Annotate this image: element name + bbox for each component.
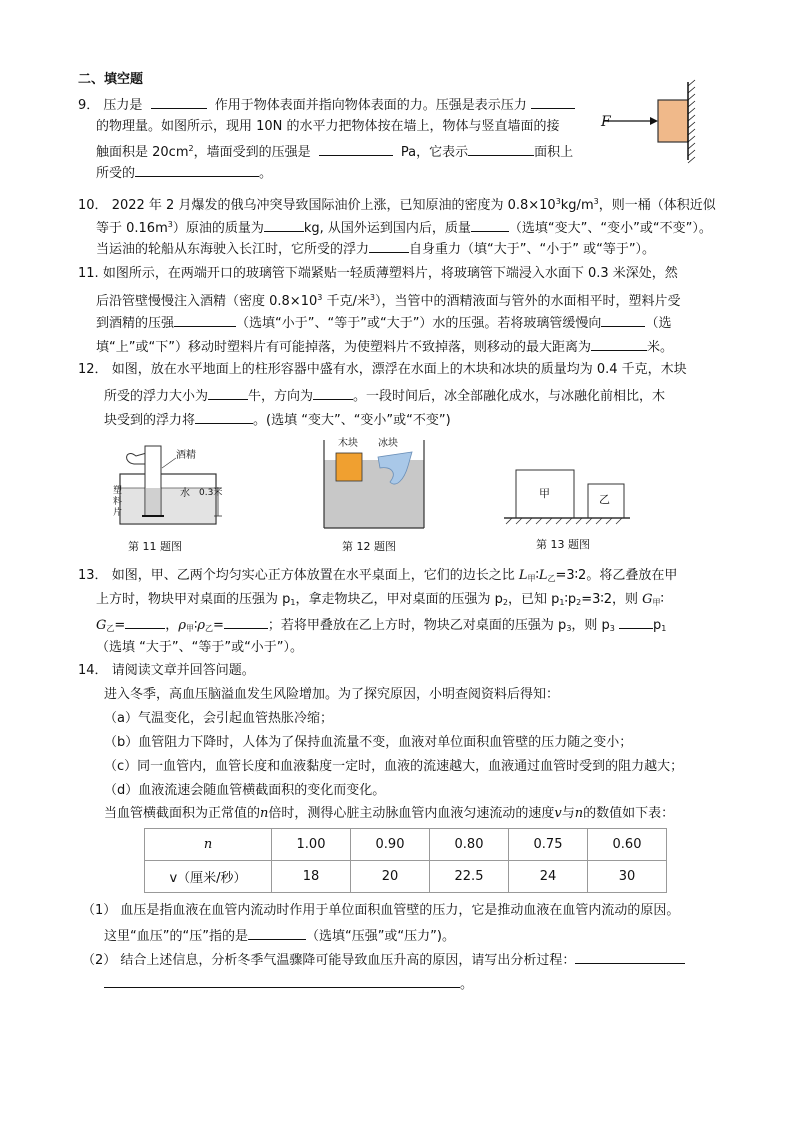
q14-part2-line2: 。 — [104, 974, 473, 994]
q11-line3: 到酒精的压强 （选填“小于”、“等于”或“大于”）水的压强。若将玻璃管缓慢向 （选 — [96, 313, 671, 333]
data-table — [144, 828, 667, 893]
q14-line1: 14． 请阅读文章并回答问题。 — [78, 663, 255, 678]
answer-blank[interactable] — [151, 95, 207, 109]
fig11-label-plastic-2: 料 — [113, 497, 123, 507]
answer-blank[interactable] — [174, 313, 236, 327]
answer-blank[interactable] — [248, 926, 306, 940]
table-cell: 20 — [351, 861, 430, 893]
table-header-v: v（厘米/秒） — [145, 861, 272, 893]
force-label: F — [601, 114, 611, 130]
fig12-label-ice: 冰块 — [378, 438, 398, 449]
answer-blank[interactable] — [208, 386, 248, 400]
q11-line2: 后沿管壁慢慢注入酒精（密度 $0.8\times 10^3$ 千克/米$^3$），当管中的酒精液面与管外的水面相平时，塑料片受 — [96, 293, 681, 309]
question-number: 9． — [78, 98, 100, 113]
table-cell: 0.90 — [351, 829, 430, 861]
fig13-label-jia: 甲 — [539, 487, 550, 500]
answer-blank[interactable] — [195, 410, 253, 424]
wall-hatch — [688, 80, 695, 163]
alcohol — [146, 488, 160, 515]
table-cell: 0.75 — [509, 829, 588, 861]
q14-part1-line1: （1） 血压是指血液在血管内流动时作用于单位面积血管壁的压力，它是推动血液在血管内流动的原因。 — [82, 903, 680, 918]
q14-table-intro: 当血管横截面积为正常值的n倍时，测得心脏主动脉血管内血液匀速流动的速度v与n的数值如下表： — [104, 806, 675, 821]
q9-line3: 触面积是 $20cm^2$，墙面受到的压强是 Pa，它表示 面积上 — [96, 144, 574, 160]
q13-line2: 上方时，物块甲对桌面的压强为 $p_1$，拿走物块乙，甲对桌面的压强为 $p_2$，已知 $p_1∶p_2=3∶2$，则 $G_甲∶$ — [96, 592, 664, 607]
wood-block — [336, 453, 362, 481]
q10-line1: 10． 2022 年 2 月爆发的俄乌冲突导致国际油价上涨，已知原油的密度为 $0.8\times 10^3kg/m^3$，则一桶（体积近似 — [78, 197, 716, 213]
q9-line1: 9． 压力是 作用于物体表面并指向物体表面的力。压强是表示压力 — [78, 95, 575, 115]
table-cell: 22.5 — [430, 861, 509, 893]
fig11-label-depth: 0.3米 — [199, 488, 223, 498]
q12-line2: 所受的浮力大小为 牛，方向为 。一段时间后，冰全部融化成水，与冰融化前相比，木 — [104, 386, 665, 406]
q11-line4: 填“上”或“下”）移动时塑料片有可能掉落，为使塑料片不致掉落，则移动的最大距离为 米。 — [96, 337, 673, 357]
q14-item-a: （a）气温变化，会引起血管热胀冷缩； — [104, 711, 333, 726]
fig11-label-water: 水 — [180, 488, 190, 499]
fig11-caption: 第 11 题图 — [128, 540, 182, 553]
fig11-label-alcohol: 酒精 — [176, 450, 196, 461]
fig11-label-plastic-3: 片 — [113, 508, 123, 518]
answer-blank[interactable] — [531, 95, 575, 109]
answer-blank[interactable] — [619, 615, 653, 629]
answer-blank[interactable] — [125, 615, 165, 629]
table-cell: 30 — [588, 861, 667, 893]
q9-line2: 的物理量。如图所示，现用 10N 的水平力把物体按在墙上，物体与竖直墙面的接 — [96, 119, 560, 134]
q11-line1: 11. 如图所示，在两端开口的玻璃管下端紧贴一轻质薄塑料片，将玻璃管下端浸入水面下 0.3 米深处，然 — [78, 266, 678, 281]
q14-item-c: （c）同一血管内，血管长度和血液黏度一定时，血液的流速越大，血液通过血管时受到的阻力越大； — [104, 759, 684, 774]
q14-part2-line1: （2） 结合上述信息，分析冬季气温骤降可能导致血压升高的原因，请写出分析过程： — [82, 950, 685, 970]
q13-line4: （选填 “大于”、“等于”或“小于”）。 — [96, 640, 304, 655]
q12-line3: 块受到的浮力将 。(选填 “变大”、“变小”或“不变”) — [104, 410, 451, 430]
q13-line1: 13． 如图，甲、乙两个均匀实心正方体放置在水平桌面上，它们的边长之比 $L_甲∶L_乙=3∶2$。将乙叠放在甲 — [78, 568, 678, 583]
table-cell: 1.00 — [272, 829, 351, 861]
answer-blank[interactable] — [575, 950, 685, 964]
table-cell: 0.80 — [430, 829, 509, 861]
fig13-caption: 第 13 题图 — [536, 538, 590, 551]
answer-blank[interactable] — [313, 386, 353, 400]
table-row — [145, 829, 667, 861]
question-number: 13． — [78, 568, 108, 583]
answer-blank[interactable] — [224, 615, 268, 629]
question-number: 11. — [78, 266, 99, 281]
question-number: 14． — [78, 663, 108, 678]
q14-intro: 进入冬季，高血压脑溢血发生风险增加。为了探究原因，小明查阅资料后得知： — [104, 687, 560, 702]
answer-blank[interactable] — [135, 163, 259, 177]
fig13-diagram — [502, 466, 632, 526]
table-header-n: n — [145, 829, 272, 861]
force-arrowhead — [650, 117, 658, 125]
table-cell: 0.60 — [588, 829, 667, 861]
table-row — [145, 861, 667, 893]
q9-wall-figure — [596, 80, 706, 164]
answer-blank[interactable] — [104, 974, 460, 988]
question-number: 10． — [78, 198, 108, 213]
answer-blank[interactable] — [601, 313, 645, 327]
q13-line3: $G_乙=$ ，$\rho_甲∶\rho_乙=$ ；若将甲叠放在乙上方时，物块乙对桌面的压强为 $p_3$，则 $p_3$ $p_1$ — [96, 615, 666, 638]
answer-blank[interactable] — [264, 218, 304, 232]
section-title: 二、填空题 — [78, 72, 144, 87]
q14-part1-line2: 这里“血压”的“压”指的是 （选填“压强”或“压力”)。 — [104, 926, 455, 946]
q9-line4: 所受的 。 — [96, 163, 272, 183]
answer-blank[interactable] — [468, 142, 534, 156]
answer-blank[interactable] — [319, 142, 393, 156]
fig13-label-yi: 乙 — [599, 493, 610, 506]
fig12-label-wood: 木块 — [338, 438, 358, 449]
q10-line2: 等于 $0.16m^3$）原油的质量为 kg, 从国外运到国内后，质量 （选填“变大”、“变小”或“不变”）。 — [96, 220, 712, 236]
fig11-label-plastic-1: 塑 — [113, 486, 123, 496]
table-cell: 24 — [509, 861, 588, 893]
answer-blank[interactable] — [369, 239, 409, 253]
answer-blank[interactable] — [591, 337, 647, 351]
question-number: 12． — [78, 362, 108, 377]
block — [658, 100, 688, 142]
q14-item-b: （b）血管阻力下降时，人体为了保持血流量不变，血液对单位面积血管壁的压力随之变小； — [104, 735, 633, 750]
table-hatch — [506, 518, 622, 524]
answer-blank[interactable] — [471, 218, 509, 232]
q14-item-d: （d）血液流速会随血管横截面积的变化而变化。 — [104, 783, 386, 798]
q12-line1: 12． 如图，放在水平地面上的柱形容器中盛有水，漂浮在水面上的木块和冰块的质量均为 0.4 千克，木块 — [78, 362, 687, 377]
fig12-diagram — [320, 440, 430, 532]
q10-line3: 当运油的轮船从东海驶入长江时，它所受的浮力 自身重力（填“大于”、“小于” 或“等于”）。 — [96, 239, 655, 259]
fig12-caption: 第 12 题图 — [342, 540, 396, 553]
table-cell: 18 — [272, 861, 351, 893]
